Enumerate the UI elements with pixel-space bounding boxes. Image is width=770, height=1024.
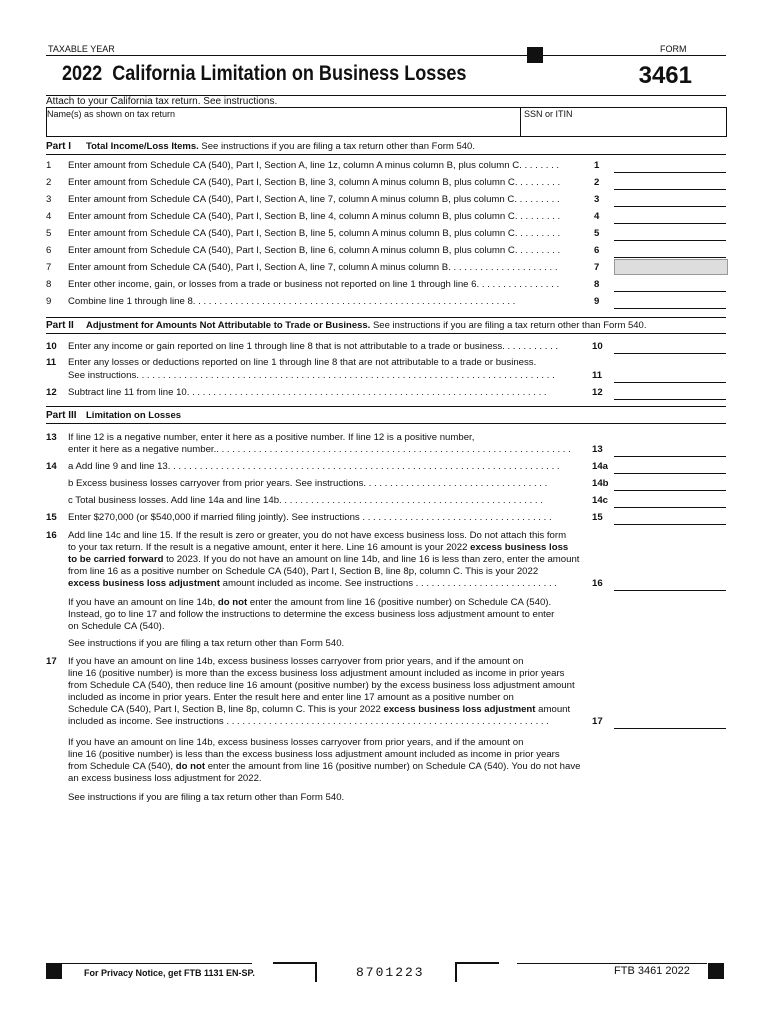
name-field[interactable] [46, 107, 521, 137]
line-number: 5 [46, 228, 52, 239]
line-ref: 6 [594, 245, 600, 256]
line-14b-input[interactable] [614, 478, 726, 491]
name-field-label: Name(s) as shown on tax return [47, 109, 176, 119]
line-14c-input[interactable] [614, 495, 726, 508]
part2-label: Part II [46, 320, 74, 331]
line-text: Enter amount from Schedule CA (540), Part I, Section B, line 5, column A minus column B, plus column C. . . . . . . . . [68, 228, 561, 239]
line-16-text-2b: excess business loss [470, 542, 569, 553]
line-16-text-3a: to be carried forward [68, 554, 164, 565]
part2-note: See instructions if you are filing a tax return other than Form 540. [370, 320, 647, 331]
line-16-text-5a: excess business loss adjustment [68, 578, 220, 589]
line-ref: 4 [594, 211, 600, 222]
line-number: 4 [46, 211, 52, 222]
footer-registration-mark-left [46, 963, 62, 979]
line-6-input[interactable] [614, 245, 726, 258]
line-text: Enter amount from Schedule CA (540), Part I, Section B, line 4, column A minus column B, plus column C. . . . . . . . . [68, 211, 561, 222]
line-3-input[interactable] [614, 194, 726, 207]
line-number: 6 [46, 245, 52, 256]
line-16-other-return-note: See instructions if you are filing a tax return other than Form 540. [68, 638, 345, 649]
part1-heading [46, 141, 475, 152]
line-16-text-4: from line 16 as a positive number on Schedule CA (540), Part I, Section B, line 8p, column C. This is your 2022 [68, 566, 539, 577]
footer-bracket-right [455, 962, 499, 982]
part3-top-rule [46, 406, 726, 407]
part2-heading [46, 320, 646, 331]
line-13-text: If line 12 is a negative number, enter it here as a positive number. If line 12 is a positive number, [68, 432, 475, 443]
footer-rule-left [62, 963, 252, 964]
footer-registration-mark-right [708, 963, 724, 979]
registration-mark [527, 47, 543, 63]
line-text: Enter amount from Schedule CA (540), Part I, Section A, line 7, column A minus column B, plus column C. . . . . . . . . [68, 194, 560, 205]
line-text: Enter amount from Schedule CA (540), Part I, Section A, line 1z, column A minus column B, plus column C. . . . . . . . [68, 160, 560, 171]
attach-instruction: Attach to your California tax return. See instructions. [46, 96, 278, 107]
line-17-other-return-note: See instructions if you are filing a tax return other than Form 540. [68, 792, 345, 803]
page-title [62, 62, 466, 86]
line-16-text-1: Add line 14c and line 15. If the result is zero or greater, you do not have excess business loss. Do not attach this form [68, 530, 567, 541]
line-16-text-3b: to 2023. If you do not have an amount on line 14b, and line 16 is less than zero, enter the amount [163, 554, 580, 565]
form-label: FORM [660, 44, 687, 54]
part2-rule [46, 333, 726, 334]
part2-top-rule [46, 317, 726, 318]
line-15-input[interactable] [614, 512, 726, 525]
line-12-input[interactable] [614, 387, 726, 400]
line-2-input[interactable] [614, 177, 726, 190]
line-number: 9 [46, 296, 52, 307]
part1-title: Total Income/Loss Items. [86, 141, 199, 152]
privacy-notice: For Privacy Notice, get FTB 1131 EN-SP. [84, 968, 255, 978]
line-number: 2 [46, 177, 52, 188]
ssn-field[interactable] [520, 107, 727, 137]
line-ref: 3 [594, 194, 600, 205]
line-13-text-cont: enter it here as a negative number.. . . . . . . . . . . . . . . . . . . . . . . . . . . . . . . . . . . . . . . . . . . . . . . . . . . . . . . . . . . . . . . . . . . [68, 444, 571, 455]
part3-heading [46, 410, 181, 421]
part1-note: See instructions if you are filing a tax return other than Form 540. [198, 141, 475, 152]
line-15-text: Enter $270,000 (or $540,000 if married filing jointly). See instructions . . . . . . . . . . . . . . . . . . . . . . . . . . . . . . . . . . . . [68, 512, 552, 523]
line-5-input[interactable] [614, 228, 726, 241]
line-14a-text: a Add line 9 and line 13. . . . . . . . . . . . . . . . . . . . . . . . . . . . . . . . . . . . . . . . . . . . . . . . . . . . . . . . . . . . . . . . . . . . . . . . . . [68, 461, 560, 472]
part3-rule [46, 423, 726, 424]
line-text: Enter amount from Schedule CA (540), Part I, Section A, line 7, column A minus column B. . . . . . . . . . . . . . . . . . . . . [68, 262, 558, 273]
line-16-text-5b: amount included as income. See instructions . . . . . . . . . . . . . . . . . . . . . . . . . . . [219, 578, 557, 589]
form-title: California Limitation on Business Losses [112, 62, 467, 85]
line-ref: 9 [594, 296, 600, 307]
line-17-text-1: If you have an amount on line 14b, excess business losses carryover from prior years, and if the amount on [68, 656, 524, 667]
line-14b-text: b Excess business losses carryover from prior years. See instructions. . . . . . . . . . . . . . . . . . . . . . . . . . . . . . . . . . . [68, 478, 548, 489]
line-12-text: Subtract line 11 from line 10. . . . . . . . . . . . . . . . . . . . . . . . . . . . . . . . . . . . . . . . . . . . . . . . . . . . . . . . . . . . . . . . . . . . [68, 387, 547, 398]
line-8-input[interactable] [614, 279, 726, 292]
line-9-input[interactable] [614, 296, 726, 309]
line-10-input[interactable] [614, 341, 726, 354]
line-number: 1 [46, 160, 52, 171]
ssn-field-label: SSN or ITIN [524, 109, 573, 119]
line-1-input[interactable] [614, 160, 726, 173]
line-16-input[interactable] [614, 578, 726, 591]
line-text: Enter amount from Schedule CA (540), Part I, Section B, line 6, column A minus column B, plus column C. . . . . . . . . [68, 245, 561, 256]
line-text: Enter amount from Schedule CA (540), Part I, Section B, line 3, column A minus column B, plus column C. . . . . . . . . [68, 177, 561, 188]
line-14c-text: c Total business losses. Add line 14a and line 14b. . . . . . . . . . . . . . . . . . . . . . . . . . . . . . . . . . . . . . . . . . . . . . . . . . [68, 495, 543, 506]
footer-rule-right [517, 963, 707, 964]
line-text: Enter other income, gain, or losses from a trade or business not reported on line 1 through line 6. . . . . . . . . . . . . . . . [68, 279, 560, 290]
header-top-rule [46, 55, 726, 56]
form-id: FTB 3461 2022 [614, 965, 690, 977]
line-4-input[interactable] [614, 211, 726, 224]
line-13-input[interactable] [614, 444, 726, 457]
line-ref: 7 [594, 262, 600, 273]
line-ref: 1 [594, 160, 600, 171]
line-16-text-2a: to your tax return. If the result is a negative amount, enter it here. Line 16 amount is your 2022 [68, 542, 471, 553]
part3-label: Part III [46, 410, 77, 421]
line-ref: 2 [594, 177, 600, 188]
line-number: 3 [46, 194, 52, 205]
line-14a-input[interactable] [614, 461, 726, 474]
line-number: 7 [46, 262, 52, 273]
part2-title: Adjustment for Amounts Not Attributable to Trade or Business. [86, 320, 371, 331]
line-17-input[interactable] [614, 716, 726, 729]
line-10-text: Enter any income or gain reported on line 1 through line 8 that is not attributable to a trade or business. . . . . . . . . . . [68, 341, 559, 352]
line-ref: 5 [594, 228, 600, 239]
line-17-note: If you have an amount on line 14b, excess business losses carryover from prior years, and if the amount on line 16 (positive number) is less than the excess business loss adjustment amount included as income in prior years from Schedule CA (540), do not enter the amount from line 16 (positive number) on Schedule CA (540). You do not have an excess business loss adjustment for 2022. [68, 737, 581, 784]
line-11-input[interactable] [614, 370, 726, 383]
line-16-note: If you have an amount on line 14b, do not enter the amount from line 16 (positive number) on Schedule CA (540). Instead, go to line 17 and follow the instructions to determine the excess business loss adjustment amount to enter on Schedule CA (540). [68, 597, 555, 632]
part1-rule [46, 154, 726, 155]
line-number: 8 [46, 279, 52, 290]
line-ref: 8 [594, 279, 600, 290]
line-text: Combine line 1 through line 8. . . . . . . . . . . . . . . . . . . . . . . . . . . . . . . . . . . . . . . . . . . . . . . . . . . . . . . . . . . . . [68, 296, 516, 307]
line-11-text: Enter any losses or deductions reported on line 1 through line 8 that are not attributable to a trade or business. [68, 357, 537, 368]
line-11-text-cont: See instructions. . . . . . . . . . . . . . . . . . . . . . . . . . . . . . . . . . . . . . . . . . . . . . . . . . . . . . . . . . . . . . . . . . . . . . . . . . . . . . . [68, 370, 555, 381]
line-7-input [614, 259, 728, 275]
footer-bracket-left [273, 962, 317, 982]
form-year: 2022 [62, 62, 103, 85]
form-number: 3461 [638, 62, 692, 89]
taxable-year-label: TAXABLE YEAR [48, 44, 115, 54]
part1-label: Part I [46, 141, 72, 152]
part3-title: Limitation on Losses [86, 410, 182, 421]
barcode-number: 8701223 [356, 965, 425, 980]
